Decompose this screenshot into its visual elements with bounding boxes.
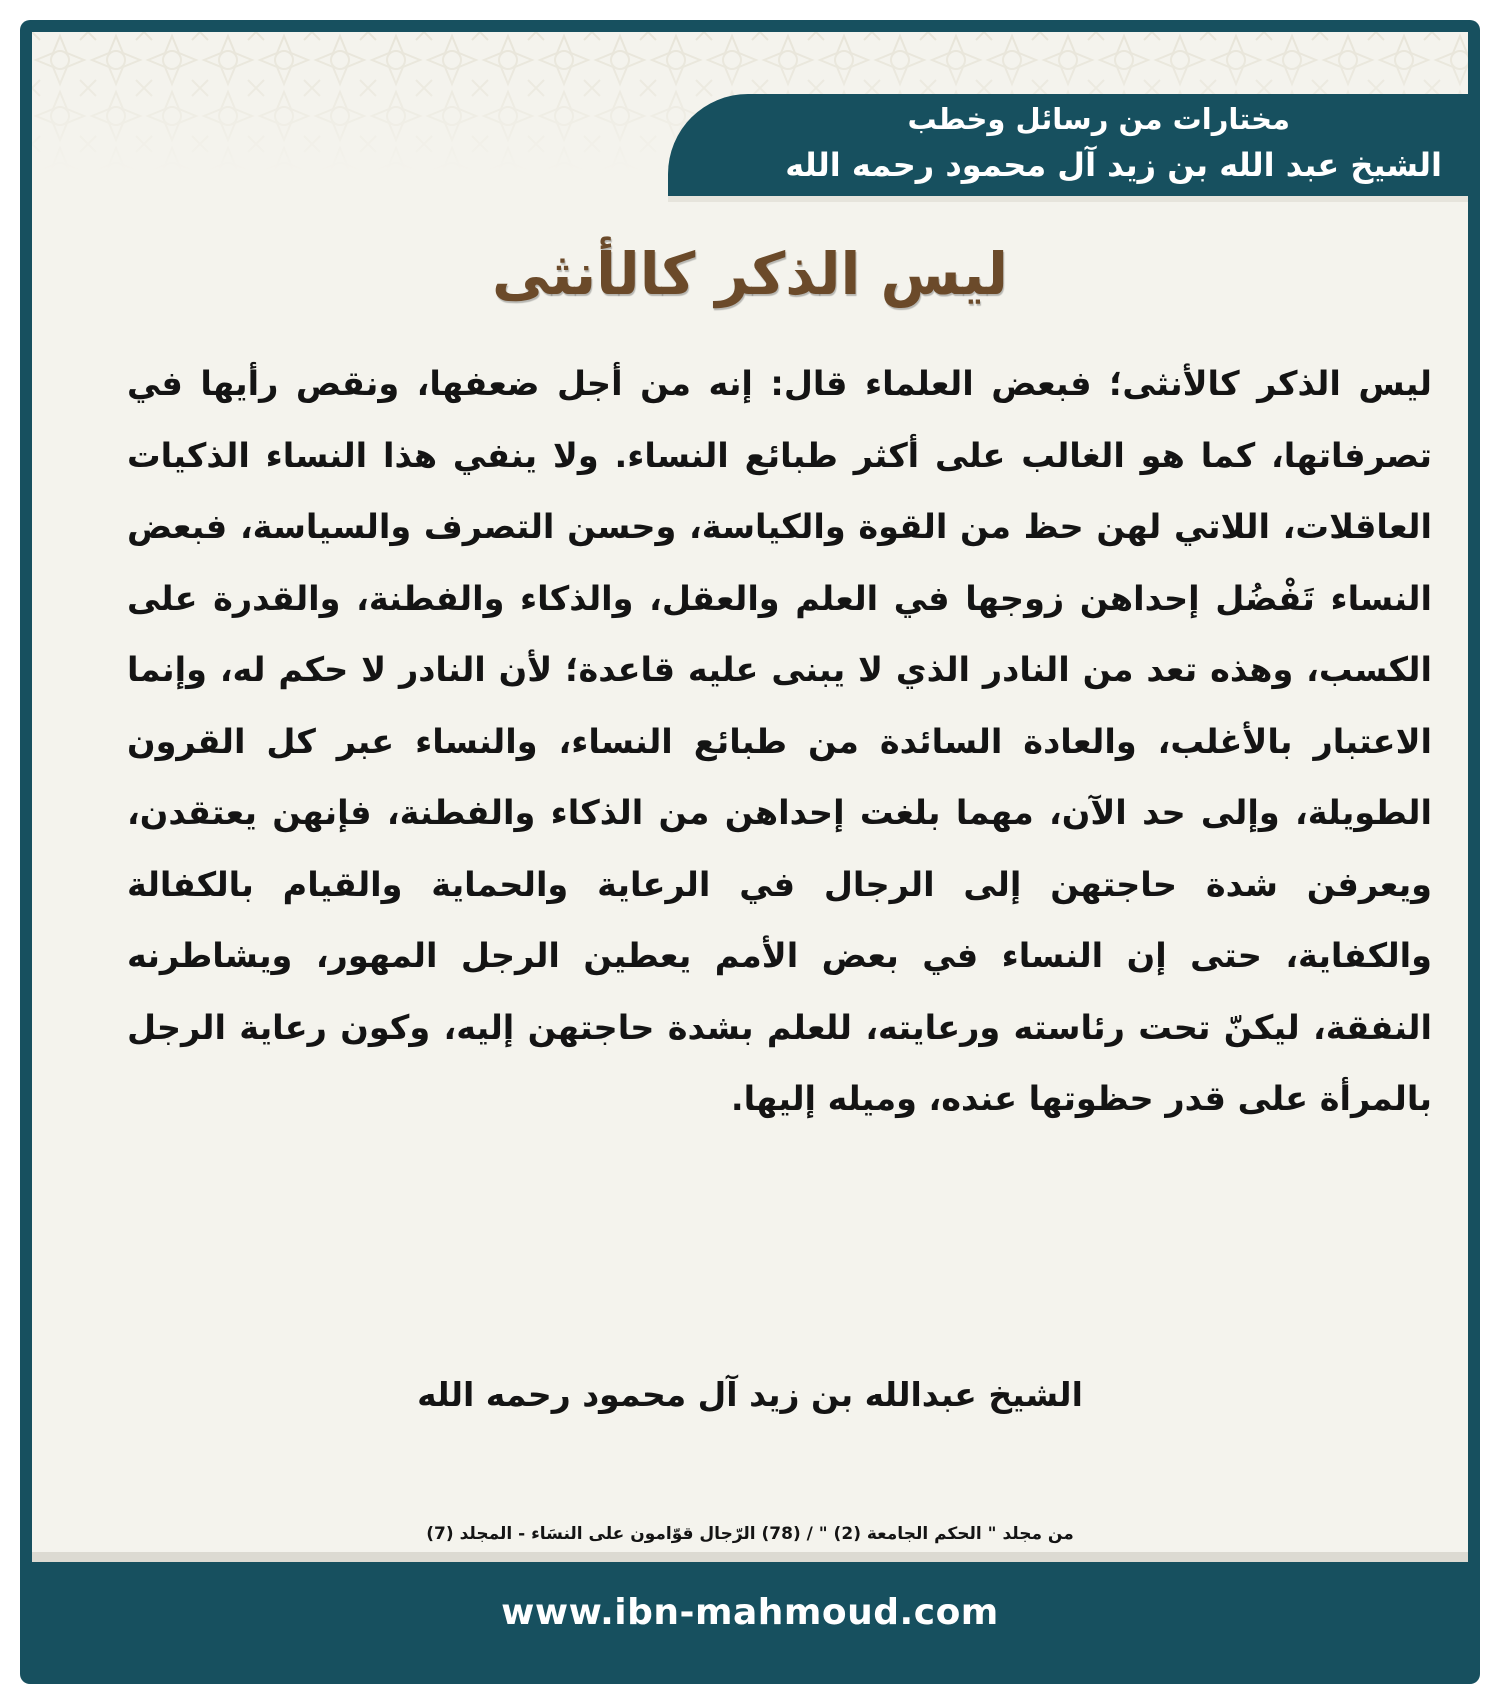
header-subtitle: مختارات من رسائل وخطب — [907, 102, 1290, 136]
source-citation: من مجلد " الحكم الجامعة (2) " / (78) الرّجال قوّامون على النسَاء - المجلد (7) — [426, 1524, 1074, 1544]
divider — [32, 1552, 1468, 1562]
website-link[interactable]: www.ibn-mahmoud.com — [501, 1592, 999, 1633]
header-author-name: الشيخ عبد الله بن زيد آل محمود رحمه الله — [785, 146, 1442, 184]
article-body: ليس الذكر كالأنثى؛ فبعض العلماء قال: إنه من أجل ضعفها، ونقص رأيها في تصرفاتها، كما هو الغالب على أكثر طبائع النساء. ولا ينفي هذا النساء الذكيات العاقلات، اللاتي لهن حظ من القوة والكياسة، وحسن التصرف والسياسة، فبعض النساء تَفْضُل إحداهن زوجها في العلم والعقل، والذكاء والفطنة، والقدرة على الكسب، وهذه تعد من النادر الذي لا يبنى عليه قاعدة؛ لأن النادر لا حكم له، وإنما الاعتبار بالأغلب، والعادة السائدة من طبائع النساء، والنساء عبر كل القرون الطويلة، وإلى حد الآن، مهما بلغت إحداهن من الذكاء والفطنة، فإنهن يعتقدن، ويعرفن شدة حاجتهن إلى الرجال في الرعاية والحماية والقيام بالكفالة والكفاية، حتى إن النساء في بعض الأمم يعطين الرجل المهور، ويشاطرنه النفقة، ليكنّ تحت رئاسته ورعايته، للعلم بشدة حاجتهن إليه، وكون رعاية الرجل بالمرأة على قدر حظوتها عنده، وميله إليها. — [127, 364, 1432, 1118]
article-title: ليس الذكر كالأنثى — [492, 240, 1008, 308]
article-author: الشيخ عبدالله بن زيد آل محمود رحمه الله — [417, 1375, 1083, 1414]
header-banner — [668, 94, 1468, 202]
content-card — [32, 32, 1468, 1562]
